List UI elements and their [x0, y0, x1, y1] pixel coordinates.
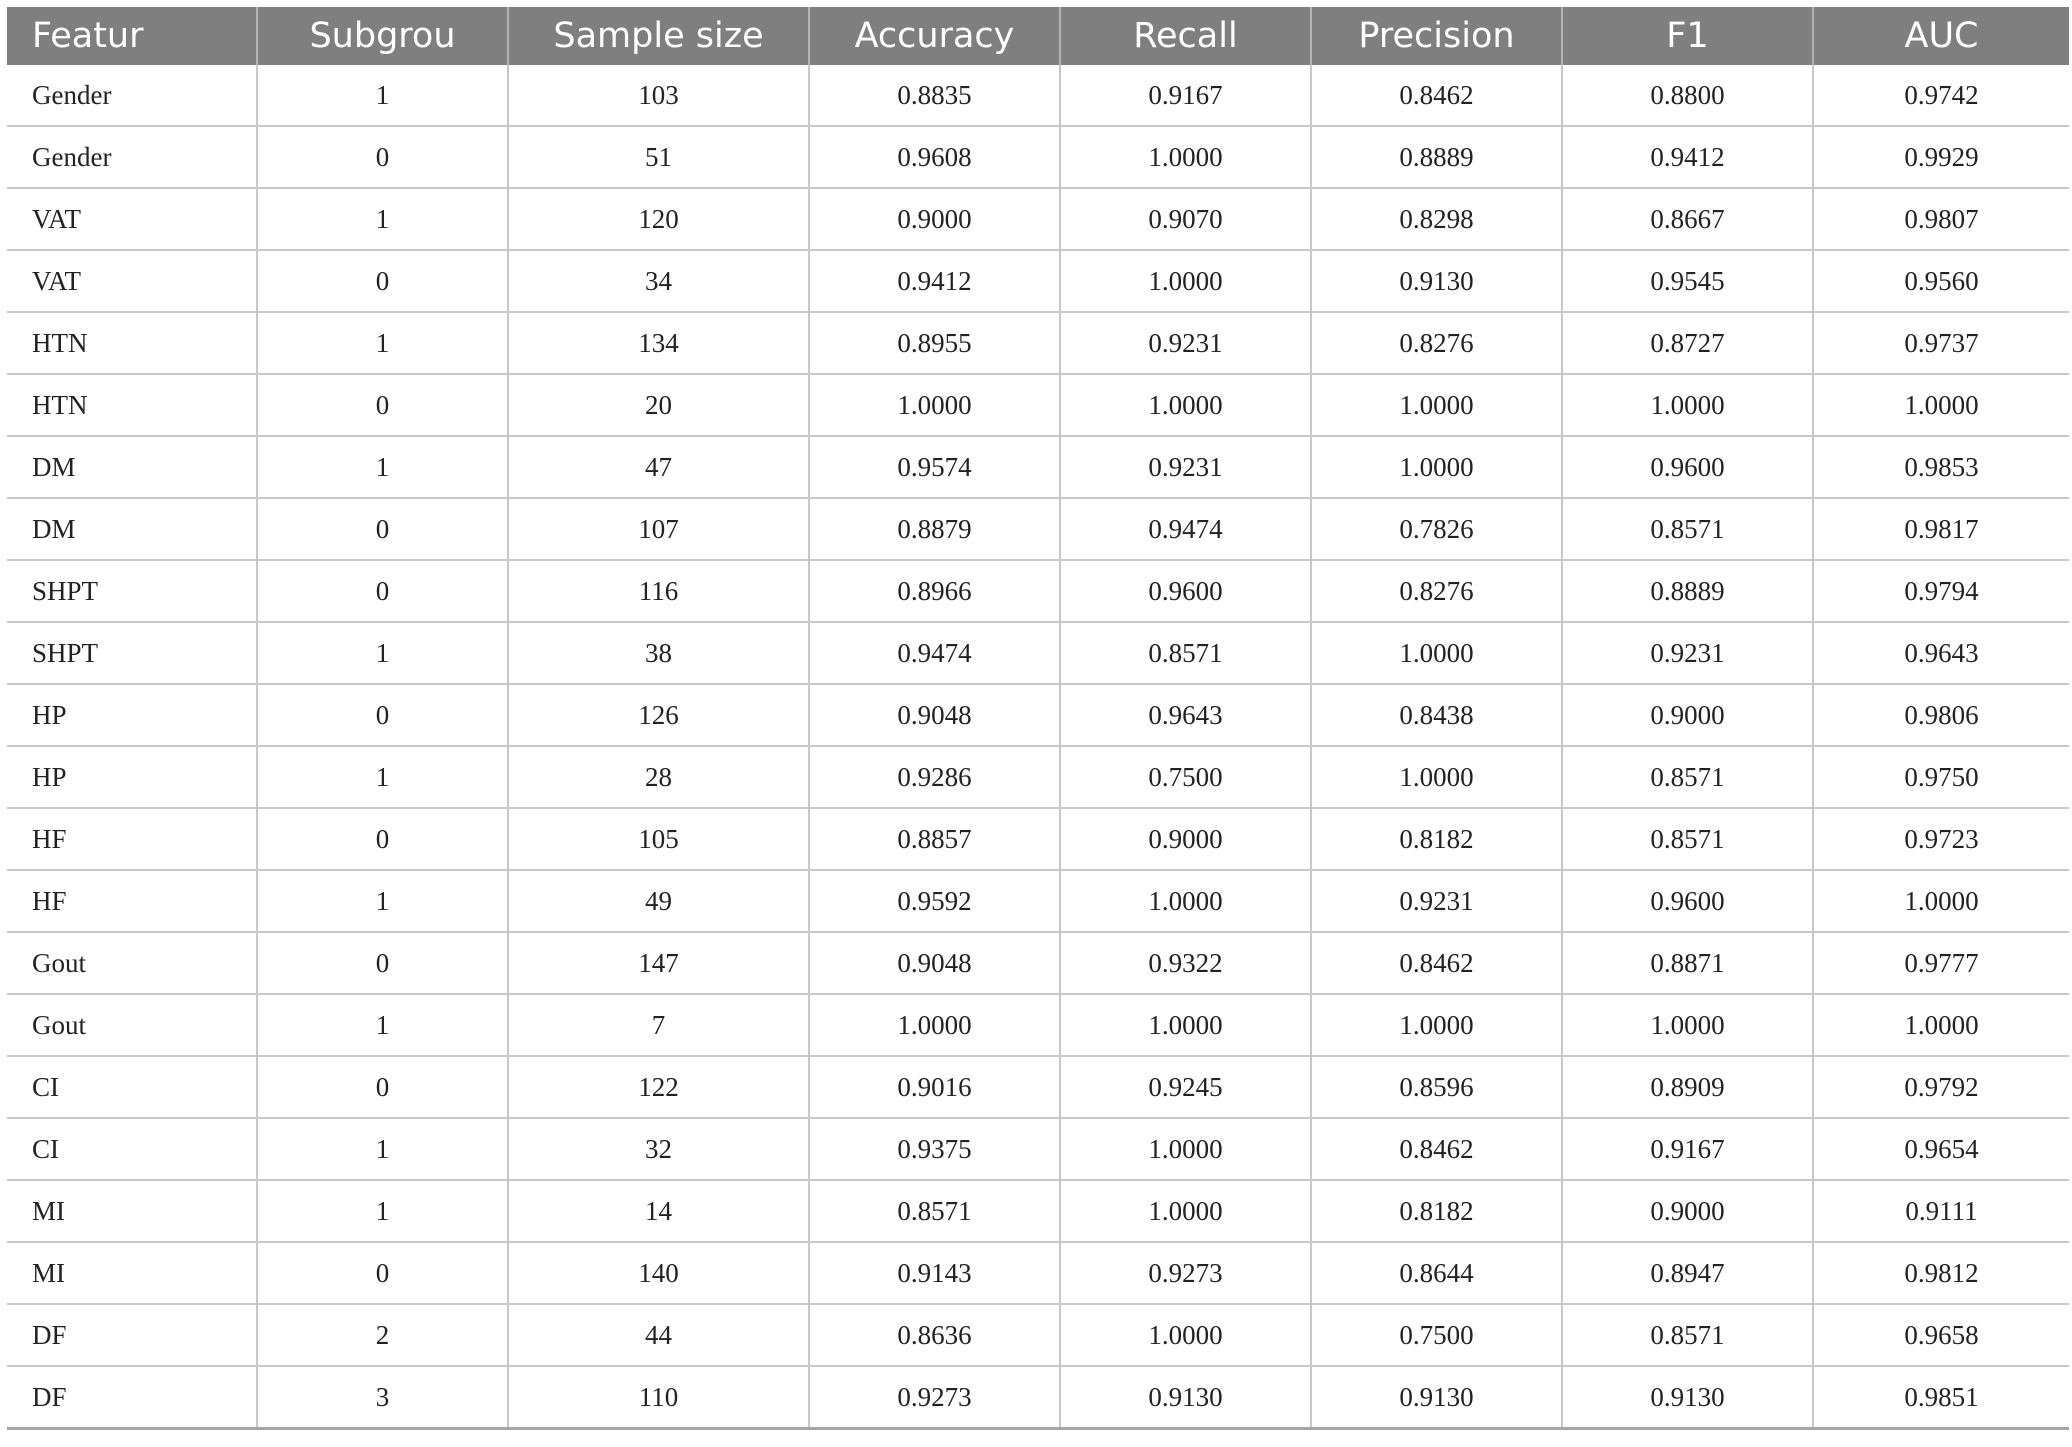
table-row: [7, 498, 2069, 560]
cell-subgroup: 3: [257, 1366, 508, 1427]
cell-precision: 0.7500: [1311, 1304, 1562, 1366]
cell-sample-size: 14: [508, 1180, 809, 1242]
cell-subgroup: 1: [257, 1180, 508, 1242]
cell-accuracy: 1.0000: [809, 374, 1060, 436]
cell-subgroup: 0: [257, 1242, 508, 1304]
cell-accuracy: 0.8835: [809, 65, 1060, 126]
cell-sample-size: 105: [508, 808, 809, 870]
cell-f1: 0.8667: [1562, 188, 1813, 250]
cell-precision: 1.0000: [1311, 746, 1562, 808]
cell-accuracy: 0.9375: [809, 1118, 1060, 1180]
column-header-recall: Recall: [1060, 7, 1311, 65]
cell-precision: 0.8462: [1311, 1118, 1562, 1180]
cell-accuracy: 0.8571: [809, 1180, 1060, 1242]
cell-subgroup: 1: [257, 312, 508, 374]
cell-accuracy: 0.9608: [809, 126, 1060, 188]
cell-feature: DM: [7, 498, 257, 560]
table-row: [7, 808, 2069, 870]
cell-sample-size: 116: [508, 560, 809, 622]
cell-f1: 0.9000: [1562, 1180, 1813, 1242]
cell-accuracy: 0.9273: [809, 1366, 1060, 1427]
cell-precision: 1.0000: [1311, 374, 1562, 436]
cell-sample-size: 122: [508, 1056, 809, 1118]
cell-auc: 0.9851: [1904, 1381, 1979, 1412]
cell-precision: 0.8182: [1311, 1180, 1562, 1242]
cell-subgroup: 0: [257, 560, 508, 622]
cell-sample-size: 28: [508, 746, 809, 808]
cell-recall: 1.0000: [1060, 870, 1311, 932]
cell-sample-size: 120: [508, 188, 809, 250]
table-body: [7, 65, 2069, 1427]
cell-recall: 0.9273: [1060, 1242, 1311, 1304]
cell-auc: 0.9812: [1813, 1242, 2069, 1304]
cell-f1: 0.8571: [1562, 498, 1813, 560]
cell-precision: 0.8276: [1311, 560, 1562, 622]
cell-accuracy: 0.8879: [809, 498, 1060, 560]
cell-sample-size: 32: [508, 1118, 809, 1180]
cell-f1: 0.9545: [1562, 250, 1813, 312]
table-row: [7, 622, 2069, 684]
table-row: [7, 746, 2069, 808]
cell-auc: 0.9929: [1813, 126, 2069, 188]
cell-feature: SHPT: [7, 560, 257, 622]
cell-subgroup: 0: [257, 932, 508, 994]
cell-auc: 0.9658: [1813, 1304, 2069, 1366]
cell-precision: 1.0000: [1311, 994, 1562, 1056]
cell-accuracy: 0.9143: [809, 1242, 1060, 1304]
cell-accuracy: 0.9000: [809, 188, 1060, 250]
cell-sample-size: 49: [508, 870, 809, 932]
table-row: [7, 1242, 2069, 1304]
table-row: [7, 1056, 2069, 1118]
cell-precision: 0.8182: [1311, 808, 1562, 870]
cell-precision: 0.9130: [1311, 1366, 1562, 1427]
cell-auc: 0.9643: [1813, 622, 2069, 684]
cell-feature: CI: [7, 1118, 257, 1180]
cell-recall: 0.8571: [1060, 622, 1311, 684]
table-row: [7, 436, 2069, 498]
cell-feature: CI: [7, 1056, 257, 1118]
cell-precision: 0.8596: [1311, 1056, 1562, 1118]
table-row: [7, 1366, 2069, 1427]
cell-sample-size: 103: [508, 65, 809, 126]
cell-auc: 0.9111: [1813, 1180, 2069, 1242]
cell-subgroup: 1: [257, 436, 508, 498]
cell-accuracy: 0.8955: [809, 312, 1060, 374]
cell-auc: 0.9794: [1813, 560, 2069, 622]
cell-precision: 0.8462: [1311, 932, 1562, 994]
cell-recall: 1.0000: [1060, 374, 1311, 436]
cell-auc: 0.9807: [1813, 188, 2069, 250]
cell-precision: 0.8462: [1311, 65, 1562, 126]
cell-accuracy: 0.9592: [809, 870, 1060, 932]
table-row: [7, 188, 2069, 250]
cell-f1: 0.8800: [1562, 65, 1813, 126]
cell-recall: 0.9231: [1060, 312, 1311, 374]
cell-subgroup: 0: [257, 498, 508, 560]
cell-feature: HTN: [7, 312, 257, 374]
cell-feature: DF: [7, 1304, 257, 1366]
column-header-f1: F1: [1562, 7, 1813, 65]
cell-recall: 1.0000: [1060, 994, 1311, 1056]
cell-accuracy: 0.8636: [809, 1304, 1060, 1366]
column-header-precision: Precision: [1311, 7, 1562, 65]
cell-precision: 0.9130: [1311, 250, 1562, 312]
cell-subgroup: 0: [257, 1056, 508, 1118]
cell-subgroup: 1: [257, 746, 508, 808]
cell-subgroup: 1: [257, 1118, 508, 1180]
cell-recall: 1.0000: [1060, 1118, 1311, 1180]
cell-recall: 0.9130: [1060, 1366, 1311, 1427]
cell-subgroup: 0: [257, 684, 508, 746]
cell-precision: 1.0000: [1311, 622, 1562, 684]
cell-subgroup: 1: [257, 994, 508, 1056]
table-row: [7, 126, 2069, 188]
cell-precision: 0.9231: [1311, 870, 1562, 932]
cell-subgroup: 2: [257, 1304, 508, 1366]
cell-subgroup: 1: [257, 65, 508, 126]
table-row: [7, 250, 2069, 312]
cell-f1: 0.9000: [1562, 684, 1813, 746]
cell-sample-size: 7: [508, 994, 809, 1056]
table-row: [7, 684, 2069, 746]
cell-auc: 1.0000: [1813, 870, 2069, 932]
cell-f1: 0.9167: [1562, 1118, 1813, 1180]
cell-auc: 0.9723: [1813, 808, 2069, 870]
table-row: [7, 65, 2069, 126]
table-row: [7, 374, 2069, 436]
column-header-auc: AUC: [1813, 7, 2069, 65]
cell-feature: HTN: [7, 374, 257, 436]
table-row: [7, 1180, 2069, 1242]
column-header-subgroup: Subgrou: [257, 7, 508, 65]
cell-feature: DF: [7, 1366, 257, 1427]
cell-recall: 1.0000: [1060, 1180, 1311, 1242]
table-row: [7, 312, 2069, 374]
cell-sample-size: 134: [508, 312, 809, 374]
cell-recall: 1.0000: [1060, 250, 1311, 312]
cell-sample-size: 20: [508, 374, 809, 436]
column-header-feature: Featur: [7, 7, 257, 65]
cell-feature: VAT: [7, 188, 257, 250]
cell-f1: 0.8871: [1562, 932, 1813, 994]
subgroup-results-table: [7, 7, 2069, 1427]
cell-auc: 0.9777: [1813, 932, 2069, 994]
cell-feature: DM: [7, 436, 257, 498]
cell-subgroup: 0: [257, 250, 508, 312]
cell-f1: 0.8571: [1562, 1304, 1813, 1366]
table-row: [7, 870, 2069, 932]
cell-f1: 0.9231: [1562, 622, 1813, 684]
cell-accuracy: 0.9474: [809, 622, 1060, 684]
column-header-accuracy: Accuracy: [809, 7, 1060, 65]
cell-sample-size: 51: [508, 126, 809, 188]
cell-feature: VAT: [7, 250, 257, 312]
cell-recall: 0.9245: [1060, 1056, 1311, 1118]
cell-sample-size: 110: [508, 1366, 809, 1427]
cell-accuracy: 0.9574: [809, 436, 1060, 498]
cell-recall: 0.7500: [1060, 746, 1311, 808]
cell-recall: 1.0000: [1060, 1304, 1311, 1366]
table-row: [7, 560, 2069, 622]
cell-subgroup: 0: [257, 808, 508, 870]
cell-auc: 0.9853: [1813, 436, 2069, 498]
cell-sample-size: 44: [508, 1304, 809, 1366]
cell-auc: 0.9560: [1813, 250, 2069, 312]
cell-recall: 0.9167: [1060, 65, 1311, 126]
cell-f1: 0.8727: [1562, 312, 1813, 374]
cell-auc: 0.9806: [1813, 684, 2069, 746]
cell-auc: 1.0000: [1813, 994, 2069, 1056]
table-row: [7, 932, 2069, 994]
cell-recall: 0.9000: [1060, 808, 1311, 870]
cell-feature: HP: [7, 684, 257, 746]
table-row: [7, 1118, 2069, 1180]
cell-feature: Gout: [7, 994, 257, 1056]
cell-recall: 0.9322: [1060, 932, 1311, 994]
cell-sample-size: 147: [508, 932, 809, 994]
cell-f1: 0.9600: [1562, 870, 1813, 932]
table-header-row: [7, 7, 2069, 65]
table-row: [7, 1304, 2069, 1366]
cell-sample-size: 126: [508, 684, 809, 746]
cell-feature: Gout: [7, 932, 257, 994]
cell-precision: 0.7826: [1311, 498, 1562, 560]
cell-feature: SHPT: [7, 622, 257, 684]
cell-accuracy: 0.9016: [809, 1056, 1060, 1118]
column-header-sample-size: Sample size: [508, 7, 809, 65]
cell-accuracy: 1.0000: [809, 994, 1060, 1056]
cell-sample-size: 34: [508, 250, 809, 312]
cell-f1: 1.0000: [1562, 994, 1813, 1056]
cell-f1: 0.8909: [1562, 1056, 1813, 1118]
cell-auc: 0.9817: [1813, 498, 2069, 560]
cell-accuracy: 0.8966: [809, 560, 1060, 622]
cell-subgroup: 0: [257, 374, 508, 436]
cell-feature: MI: [7, 1180, 257, 1242]
cell-f1: 0.8571: [1562, 808, 1813, 870]
cell-subgroup: 1: [257, 870, 508, 932]
cell-recall: 1.0000: [1060, 126, 1311, 188]
cell-f1: 0.8889: [1562, 560, 1813, 622]
cell-auc: 0.9737: [1813, 312, 2069, 374]
cell-feature: HF: [7, 870, 257, 932]
cell-accuracy: 0.8857: [809, 808, 1060, 870]
cell-sample-size: 38: [508, 622, 809, 684]
cell-feature: HF: [7, 808, 257, 870]
cell-f1: 1.0000: [1562, 374, 1813, 436]
cell-precision: 0.8889: [1311, 126, 1562, 188]
cell-f1: 0.9412: [1562, 126, 1813, 188]
cell-feature: HP: [7, 746, 257, 808]
cell-auc: 0.9750: [1813, 746, 2069, 808]
cell-f1: 0.9130: [1562, 1366, 1813, 1427]
cell-f1: 0.8947: [1562, 1242, 1813, 1304]
cell-feature: Gender: [7, 65, 257, 126]
cell-precision: 0.8298: [1311, 188, 1562, 250]
cell-accuracy: 0.9286: [809, 746, 1060, 808]
cell-feature: MI: [7, 1242, 257, 1304]
cell-auc: 0.9654: [1813, 1118, 2069, 1180]
cell-precision: 0.8644: [1311, 1242, 1562, 1304]
cell-recall: 0.9600: [1060, 560, 1311, 622]
cell-f1: 0.9600: [1562, 436, 1813, 498]
cell-auc: 0.9742: [1813, 65, 2069, 126]
cell-f1: 0.8571: [1562, 746, 1813, 808]
cell-subgroup: 1: [257, 188, 508, 250]
results-table-container: [7, 7, 2069, 1430]
cell-sample-size: 47: [508, 436, 809, 498]
cell-accuracy: 0.9048: [809, 684, 1060, 746]
cell-precision: 0.8276: [1311, 312, 1562, 374]
table-row: [7, 994, 2069, 1056]
cell-accuracy: 0.9412: [809, 250, 1060, 312]
cell-accuracy: 0.9048: [809, 932, 1060, 994]
cell-sample-size: 107: [508, 498, 809, 560]
cell-precision: 0.8438: [1311, 684, 1562, 746]
cell-recall: 0.9070: [1060, 188, 1311, 250]
cell-subgroup: 1: [257, 622, 508, 684]
cell-subgroup: 0: [257, 126, 508, 188]
cell-recall: 0.9474: [1060, 498, 1311, 560]
cell-sample-size: 140: [508, 1242, 809, 1304]
cell-recall: 0.9643: [1060, 684, 1311, 746]
cell-auc: 0.9792: [1813, 1056, 2069, 1118]
cell-feature: Gender: [7, 126, 257, 188]
cell-recall: 0.9231: [1060, 436, 1311, 498]
cell-auc: 1.0000: [1813, 374, 2069, 436]
cell-precision: 1.0000: [1311, 436, 1562, 498]
